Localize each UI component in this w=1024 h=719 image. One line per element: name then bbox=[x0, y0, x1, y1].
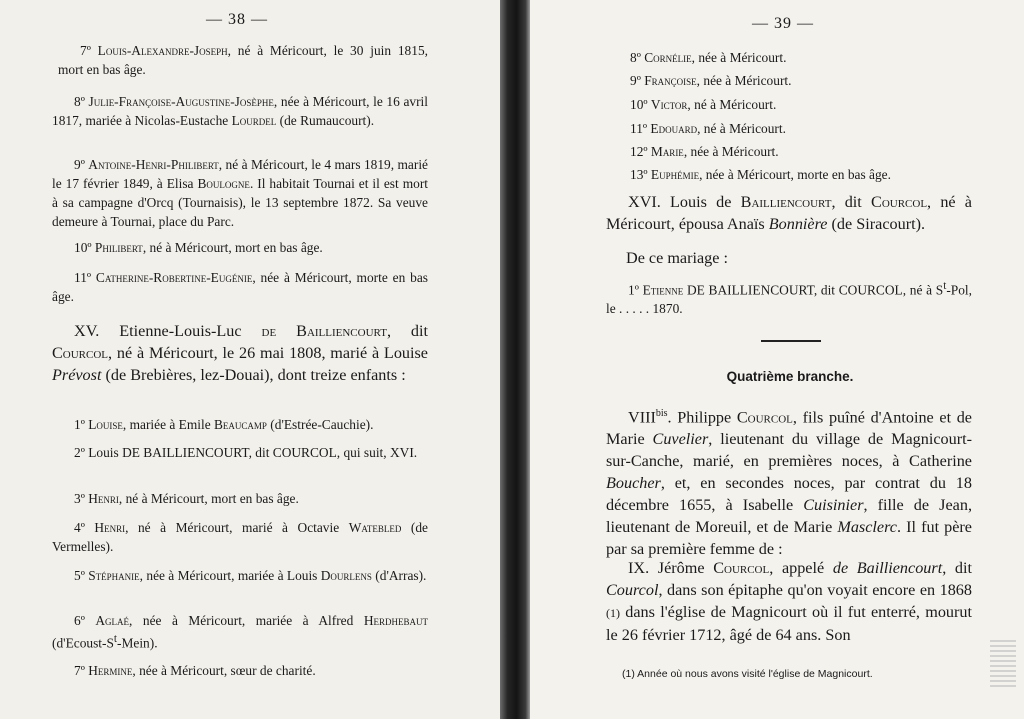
section-rule bbox=[761, 340, 821, 342]
entry-9: 9º Antoine-Henri-Philibert, né à Méricourt, le 4 mars 1819, marié le 17 février 1849, à Elisa Boulogne. Il habitait Tournai et il est mort à sa campagne d'Orcq (Tournaisis), le 13 septembre 1872. Sa veuve demeure à Tournai, place du Parc. bbox=[52, 157, 428, 229]
branch-heading: Quatrième branche. bbox=[726, 369, 854, 384]
child-12: 12º Marie, née à Méricourt. bbox=[630, 144, 779, 159]
entry-8: 8º Julie-Françoise-Augustine-Josèphe, née à Méricourt, le 16 avril 1817, mariée à Nicolas-Eustache Lourdel (de Rumaucourt). bbox=[52, 94, 428, 128]
entry-10: 10º Philibert, né à Méricourt, mort en bas âge. bbox=[74, 240, 323, 255]
margin-stamp bbox=[990, 640, 1016, 690]
child-7: 7º Hermine, née à Méricourt, sœur de charité. bbox=[74, 663, 316, 678]
child-5: 5º Stéphanie, née à Méricourt, mariée à Louis Dourlens (d'Arras). bbox=[74, 568, 427, 583]
child-9: 9º Françoise, née à Méricourt. bbox=[630, 73, 792, 88]
generation-xvi: XVI. Louis de Bailliencourt, dit Courcol, né à Méricourt, épousa Anaïs Bonnière (de Siracourt). bbox=[606, 193, 972, 233]
descendant-1: 1º Etienne DE BAILLIENCOURT, dit COURCOL, né à $S^t$-Pol, le . . . . . 1870. bbox=[606, 280, 972, 317]
entry-11: 11º Catherine-Robertine-Eugénie, née à Méricourt, morte en bas âge. bbox=[52, 270, 428, 304]
child-10: 10º Victor, né à Méricourt. bbox=[630, 97, 777, 112]
child-6: 6º Aglaé, née à Méricourt, mariée à Alfred Herdhebaut $(d'Ecoust-S^t-Mein)$. bbox=[52, 613, 428, 651]
generation-viii-bis: $VIII^{bis}$. Philippe Courcol, fils puîné d'Antoine et de Marie Cuvelier, lieutenant du village de Magnicourt-sur-Canche, marié, en premières noces, à Catherine Boucher, et, en secondes noces, par contrat du 18 décembre 1655, à Isabelle Cuisinier, fille de Jean, lieutenant de Moreuil, et de Marie Masclerc. Il fut père par sa première femme de : bbox=[606, 408, 972, 559]
page-number-left: — 38 — bbox=[206, 11, 268, 28]
marriage-line: De ce mariage : bbox=[626, 249, 729, 267]
generation-xv: XV. Etienne-Louis-Luc de Bailliencourt, dit Courcol, né à Méricourt, le 26 mai 1808, marié à Louise Prévost (de Brebières, lez-Douai), dont treize enfants : bbox=[52, 322, 429, 384]
book-gutter bbox=[500, 0, 530, 719]
child-8: 8º Cornélie, née à Méricourt. bbox=[630, 50, 787, 65]
child-1: 1º Louise, mariée à Emile Beaucamp (d'Estrée-Cauchie). bbox=[74, 417, 374, 432]
right-page bbox=[530, 0, 1024, 719]
child-4: 4º Henri, né à Méricourt, marié à Octavie Watebled (de Vermelles). bbox=[52, 520, 428, 554]
child-2: 2º Louis DE BAILLIENCOURT, dit COURCOL, qui suit, XVI. bbox=[74, 445, 418, 460]
page-number-right: — 39 — bbox=[752, 15, 814, 32]
left-page bbox=[0, 0, 500, 719]
child-11: 11º Edouard, né à Méricourt. bbox=[630, 121, 786, 136]
child-13: 13º Euphémie, née à Méricourt, morte en bas âge. bbox=[630, 167, 891, 182]
footnote: (1) Année où nous avons visité l'église de Magnicourt. bbox=[622, 668, 873, 680]
generation-ix: IX. Jérôme Courcol, appelé de Bailliencourt, dit Courcol, dans son épitaphe qu'on voyait encore en 1868 (1) dans l'église de Magnicourt où il fut enterré, mourut le 26 février 1712, âgé de 64 ans. Son bbox=[606, 559, 972, 644]
child-3: 3º Henri, né à Méricourt, mort en bas âge. bbox=[74, 491, 299, 506]
entry-7: 7º Louis-Alexandre-Joseph, né à Méricourt, le 30 juin 1815, mort en bas âge. bbox=[58, 43, 428, 77]
